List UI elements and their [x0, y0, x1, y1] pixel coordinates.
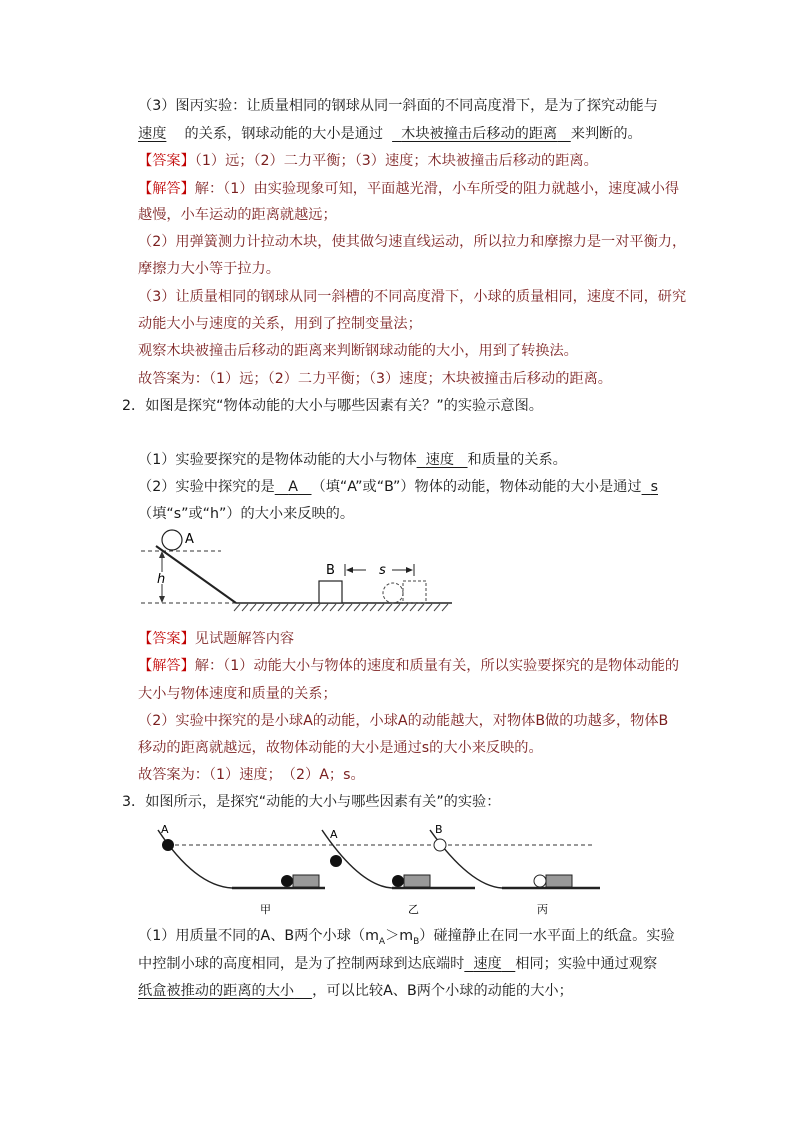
q2-part2: （2）实验中探究的是 A （填“A”或“B”）物体的动能，物体动能的大小是通过 s — [138, 479, 658, 495]
q1-analysis-2b: 摩擦力大小等于拉力。 — [138, 261, 280, 277]
q2-part2-cont: （填“s”或“h”）的大小来反映的。 — [138, 506, 355, 522]
fig-label-s: s — [379, 563, 386, 578]
q2-analysis-1a: 【解答】解：（1）动能大小与物体的速度和质量有关，所以实验要探究的是物体动能的 — [138, 658, 680, 674]
q3-figure — [150, 818, 610, 918]
fig-label-A2: A — [330, 828, 338, 841]
block-B — [319, 581, 342, 603]
q2-final-answer: 故答案为：（1）速度； （2）A；s。 — [138, 767, 365, 783]
q3-part1-line3: 纸盒被推动的距离的大小 ，可以比较A、B两个小球的动能的大小； — [138, 983, 573, 999]
q1-analysis-2a: （2）用弹簧测力计拉动木块，使其做匀速直线运动，所以拉力和摩擦力是一对平衡力， — [138, 234, 687, 250]
q2-blank-A: A — [288, 479, 298, 495]
fig-label-jia: 甲 — [260, 903, 271, 916]
q2-answer: 【答案】见试题解答内容 — [138, 631, 295, 647]
fig-label-A1: A — [161, 823, 169, 836]
q2-figure — [136, 528, 456, 613]
fig-label-B3: B — [435, 823, 443, 836]
q3-part1-line1: （1）用质量不同的A、B两个小球$(m_A>m_B)$碰撞静止在同一水平面上的纸盒。实验 — [138, 928, 675, 947]
ball-A — [162, 530, 182, 550]
q3-blank-distance: 纸盒被推动的距离的大小 — [138, 983, 295, 999]
q1-analysis-3b: 动能大小与速度的关系，用到了控制变量法； — [138, 316, 422, 332]
fig-label-bing: 丙 — [537, 903, 548, 916]
q3-blank-speed: 速度 — [473, 956, 502, 972]
ball-A-jia — [162, 839, 174, 851]
q3-stem: 3．如图所示，是探究“动能的大小与哪些因素有关”的实验： — [122, 794, 501, 810]
q1-answer: 【答案】（1）远；（2）二力平衡；（3）速度；木块被撞击后移动的距离。 — [138, 153, 598, 169]
fig-label-h: h — [157, 572, 166, 587]
q3-part1-line2: 中控制小球的高度相同，是为了控制两球到达底端时 速度 相同；实验中通过观察 — [138, 956, 658, 972]
q2-analysis-2b: 移动的距离就越远，故物体动能的大小是通过s的大小来反映的。 — [138, 740, 543, 756]
ball-A-yi — [330, 855, 342, 867]
q1-final-answer: 故答案为：（1）远；（2）二力平衡；（3）速度；木块被撞击后移动的距离。 — [138, 371, 612, 387]
fig-label-B: B — [326, 563, 335, 578]
q1-blank-distance: 木块被撞击后移动的距离 — [401, 126, 558, 142]
q1-blank-speed: 速度 — [138, 126, 167, 142]
q2-part1: （1）实验要探究的是物体动能的大小与物体 速度 和质量的关系。 — [138, 452, 567, 468]
fig-label-A: A — [185, 532, 194, 547]
q2-blank-speed: 速度 — [425, 452, 455, 468]
q1-part3-line2: 速度 的关系，钢球动能的大小是通过 木块被撞击后移动的距离 来判断的。 — [138, 126, 642, 142]
q2-analysis-2a: （2）实验中探究的是小球A的动能，小球A的动能越大，对物体B做的功越多，物体B — [138, 713, 669, 729]
ball-B-bing — [434, 839, 446, 851]
q1-analysis-1b: 越慢，小车运动的距离就越远； — [138, 207, 337, 223]
q1-analysis-3c: 观察木块被撞击后移动的距离来判断钢球动能的大小，用到了转换法。 — [138, 343, 578, 359]
fig-label-yi: 乙 — [408, 903, 419, 916]
q2-analysis-1b: 大小与物体速度和质量的关系； — [138, 686, 337, 702]
q1-analysis-1a: 【解答】解：（1）由实验现象可知，平面越光滑，小车所受的阻力就越小，速度减小得 — [138, 181, 680, 197]
q1-analysis-3a: （3）让质量相同的钢球从同一斜槽的不同高度滑下，小球的质量相同，速度不同，研究 — [138, 289, 687, 305]
q1-part3-line1: （3）图丙实验：让质量相同的钢球从同一斜面的不同高度滑下，是为了探究动能与 — [138, 98, 658, 114]
q2-stem: 2．如图是探究“物体动能的大小与哪些因素有关？”的实验示意图。 — [122, 398, 543, 414]
q2-blank-s: s — [650, 479, 658, 495]
